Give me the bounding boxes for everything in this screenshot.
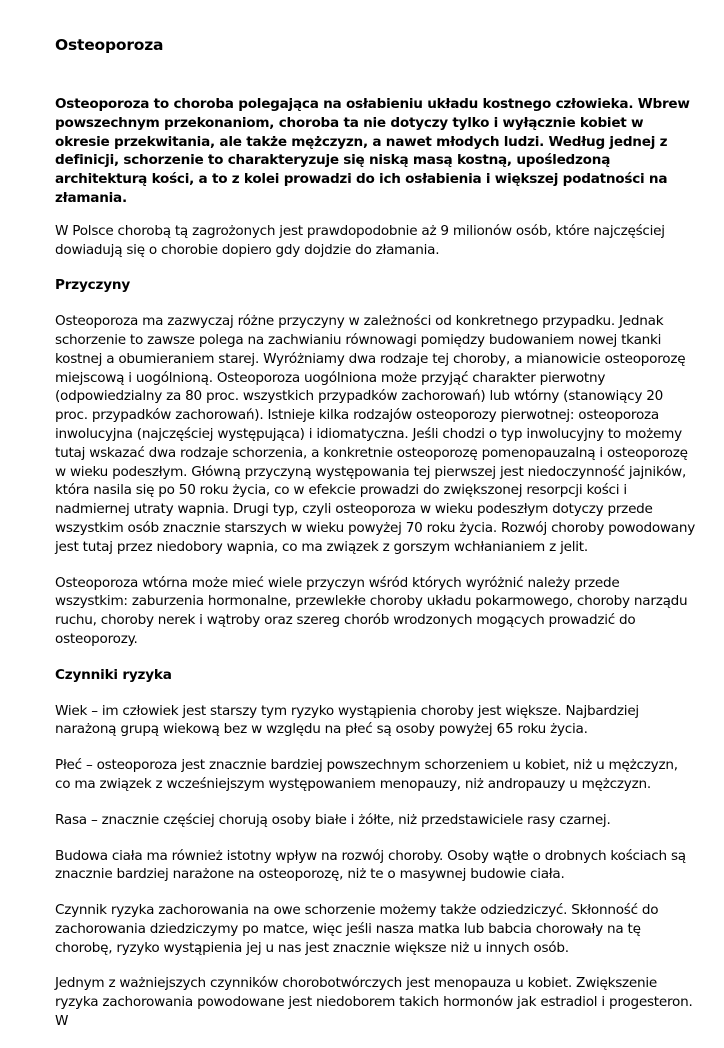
document-page [55, 34, 695, 1048]
risk-factor-paragraph: Płeć – osteoporoza jest znacznie bardziej powszechnym schorzeniem u kobiet, niż u mężczyzn, co ma związek z wcześniejszym występowaniem menopauzy, niż andropauzy u mężczyzn. [55, 757, 678, 792]
causes-paragraph: Osteoporoza wtórna może mieć wiele przyczyn wśród których wyróżnić należy przede wszystkim: zaburzenia hormonalne, przewlekłe choroby układu pokarmowego, choroby narządu ruchu, choroby nerek i wątroby oraz szereg chorób wrodzonych mogących prowadzić do osteoporozy. [55, 574, 688, 647]
risk-factor-paragraph: Jednym z ważniejszych czynników chorobotwórczych jest menopauza u kobiet. Zwiększenie ryzyka zachorowania powodowane jest niedoborem takich hormonów jak estradiol i progesteron. W [55, 975, 693, 1030]
risk-factor-paragraph: Rasa – znacznie częściej chorują osoby białe i żółte, niż przedstawiciele rasy czarnej. [55, 811, 611, 828]
risk-factor-paragraph: Wiek – im człowiek jest starszy tym ryzyko wystąpienia choroby jest większe. Najbardziej narażoną grupą wiekową bez w względu na płeć są osoby powyżej 65 roku życia. [55, 702, 639, 738]
intro-paragraph: W Polsce chorobą tą zagrożonych jest prawdopodobnie aż 9 milionów osób, które najczęściej dowiadują się o chorobie dopiero gdy dojdzie do złamania. [55, 222, 665, 258]
causes-paragraph: Osteoporoza ma zazwyczaj różne przyczyny w zależności od konkretnego przypadku. Jednak schorzenie to zawsze polega na zachwianiu równowagi pomiędzy budowaniem nowej tkanki kostnej a obumieraniem starej. Wyróżniamy dwa rodzaje tej choroby, a mianowicie osteoporozę miejscową i uogólnioną. Osteoporoza uogólniona może przyjąć charakter pierwotny (odpowiedzialny za 80 proc. wszystkich przypadków zachorowań) lub wtórny (stanowiący 20 proc. przypadków zachorowań). Istnieje kilka rodzajów osteoporozy pierwotnej: osteoporoza inwolucyjna (najczęściej występująca) i idiomatyczna. Jeśli chodzi o typ inwolucyjny to możemy tutaj wskazać dwa rodzaje schorzenia, a konkretnie osteoporozę pomenopauzalną i osteoporozę w wieku podeszłym. Główną przyczyną występowania tej pierwszej jest niedoczynność jajników, która nasila się po 50 roku życia, co w efekcie prowadzi do zwiększonej resorpcji kości i nadmiernej utraty wapnia. Drugi typ, czyli osteoporoza w wieku podeszłym dotyczy przede wszystkim osób znacznie starszych w wieku powyżej 70 roku życia. Rozwój choroby powodowany jest tutaj przez niedobory wapnia, co ma związek z gorszym wchłanianiem z jelit. [55, 313, 696, 555]
section-heading-risk-factors: Czynniki ryzyka [55, 666, 172, 683]
page-title: Osteoporoza [55, 36, 164, 54]
risk-factor-paragraph: Czynnik ryzyka zachorowania na owe schorzenie możemy także odziedziczyć. Skłonność do zachorowania dziedziczymy po matce, więc jeśli nasza matka lub babcia chorowały na tę chorobę, ryzyko wystąpienia jej u nas jest znacznie większe niż u innych osób. [55, 902, 659, 956]
section-heading-causes: Przyczyny [55, 277, 131, 294]
risk-factor-paragraph: Budowa ciała ma również istotny wpływ na rozwój choroby. Osoby wątłe o drobnych kościach są znacznie bardziej narażone na osteoporozę, niż te o masywnej budowie ciała. [55, 847, 686, 883]
lead-paragraph: Osteoporoza to choroba polegająca na osłabieniu układu kostnego człowieka. Wbrew powszechnym przekonaniom, choroba ta nie dotyczy tylko i wyłącznie kobiet w okresie przekwitania, ale także mężczyzn, a nawet młodych ludzi. Według jednej z definicji, schorzenie to charakteryzuje się niską masą kostną, upośledzoną architekturą kości, a to z kolei prowadzi do ich osłabienia i większej podatności na złamania. [55, 96, 690, 206]
